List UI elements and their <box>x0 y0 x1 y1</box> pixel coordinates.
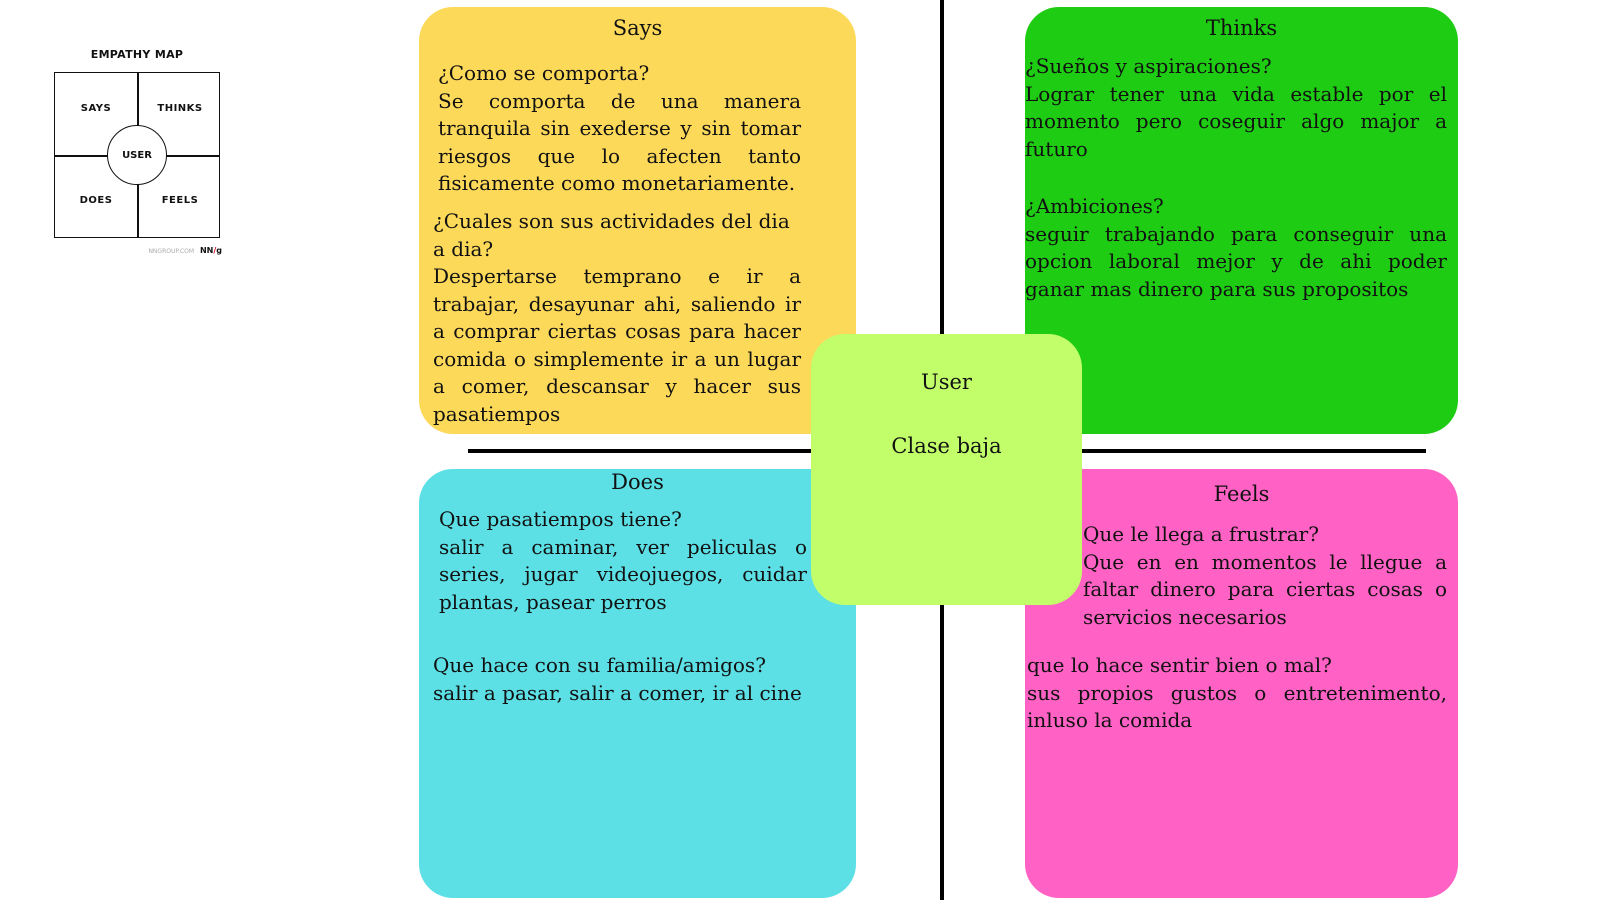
feels-frustration-block <box>1083 521 1447 631</box>
thinks-answer-1: Lograr tener una vida estable por el momento pero coseguir algo major a futuro <box>1025 81 1447 161</box>
does-answer-1: salir a caminar, ver peliculas o series, jugar videojuegos, cuidar plantas, pasear perros <box>439 534 807 614</box>
nng-logo <box>200 246 222 255</box>
nng-logo-slash: / <box>213 246 217 255</box>
feels-title: Feels <box>1213 482 1270 506</box>
legend-thinks: THINKS <box>157 103 203 114</box>
legend-credit <box>148 246 222 255</box>
does-answer-2: salir a pasar, salir a comer, ir al cine <box>433 680 802 705</box>
legend-user-label: USER <box>122 149 152 161</box>
thinks-question-1: ¿Sueños y aspiraciones? <box>1025 54 1272 78</box>
feels-question-1: Que le llega a frustrar? <box>1083 522 1319 546</box>
says-behavior-block <box>438 60 801 198</box>
says-question-1: ¿Como se comporta? <box>438 61 650 85</box>
user-label: User <box>921 370 972 394</box>
thinks-title: Thinks <box>1205 16 1278 40</box>
legend-grid <box>54 72 220 238</box>
nng-logo-right: g <box>216 246 222 255</box>
legend-does: DOES <box>79 195 113 206</box>
legend-user-circle <box>107 125 167 185</box>
feels-question-2: que lo hace sentir bien o mal? <box>1027 653 1332 677</box>
does-hobbies-block <box>439 506 807 616</box>
legend-feels: FEELS <box>161 195 199 206</box>
thinks-answer-2: seguir trabajando para conseguir una opcion laboral mejor y de ahi poder ganar mas dinero para sus propositos <box>1025 221 1447 301</box>
thinks-quadrant <box>1025 7 1458 434</box>
says-activities-block <box>433 208 801 428</box>
says-question-2: ¿Cuales son sus actividades del dia a dia? <box>433 209 790 261</box>
user-card <box>811 334 1082 605</box>
nng-logo-left: NN <box>199 246 214 255</box>
user-segment: Clase baja <box>891 434 1002 458</box>
thinks-question-2: ¿Ambiciones? <box>1025 194 1164 218</box>
feels-mood-block <box>1027 652 1447 735</box>
does-title: Does <box>611 470 664 494</box>
does-question-1: Que pasatiempos tiene? <box>439 507 682 531</box>
feels-quadrant <box>1025 469 1458 898</box>
does-quadrant <box>419 469 856 898</box>
does-question-2: Que hace con su familia/amigos? <box>433 653 766 677</box>
says-title: Says <box>612 16 663 40</box>
says-answer-1: Se comporta de una manera tranquila sin exederse y sin tomar riesgos que lo afecten tanto fisicamente como monetariamente. <box>438 88 801 195</box>
legend-says: SAYS <box>80 103 112 114</box>
thinks-ambitions-block <box>1025 193 1447 303</box>
empathy-map-legend <box>52 46 222 266</box>
says-answer-2: Despertarse temprano e ir a trabajar, desayunar ahi, saliendo ir a comprar ciertas cosas para hacer comida o simplemente ir a un lugar a comer, descansar y hacer sus pasatiempos <box>433 264 801 426</box>
feels-answer-2: sus propios gustos o entretenimento, inluso la comida <box>1027 680 1447 732</box>
legend-title: EMPATHY MAP <box>90 48 184 61</box>
says-quadrant <box>419 7 856 434</box>
legend-credit-text: NNGROUP.COM <box>148 248 195 255</box>
does-family-block <box>433 652 813 707</box>
feels-answer-1: Que en en momentos le llegue a faltar dinero para ciertas cosas o servicios necesarios <box>1083 549 1447 629</box>
thinks-dreams-block <box>1025 53 1447 163</box>
